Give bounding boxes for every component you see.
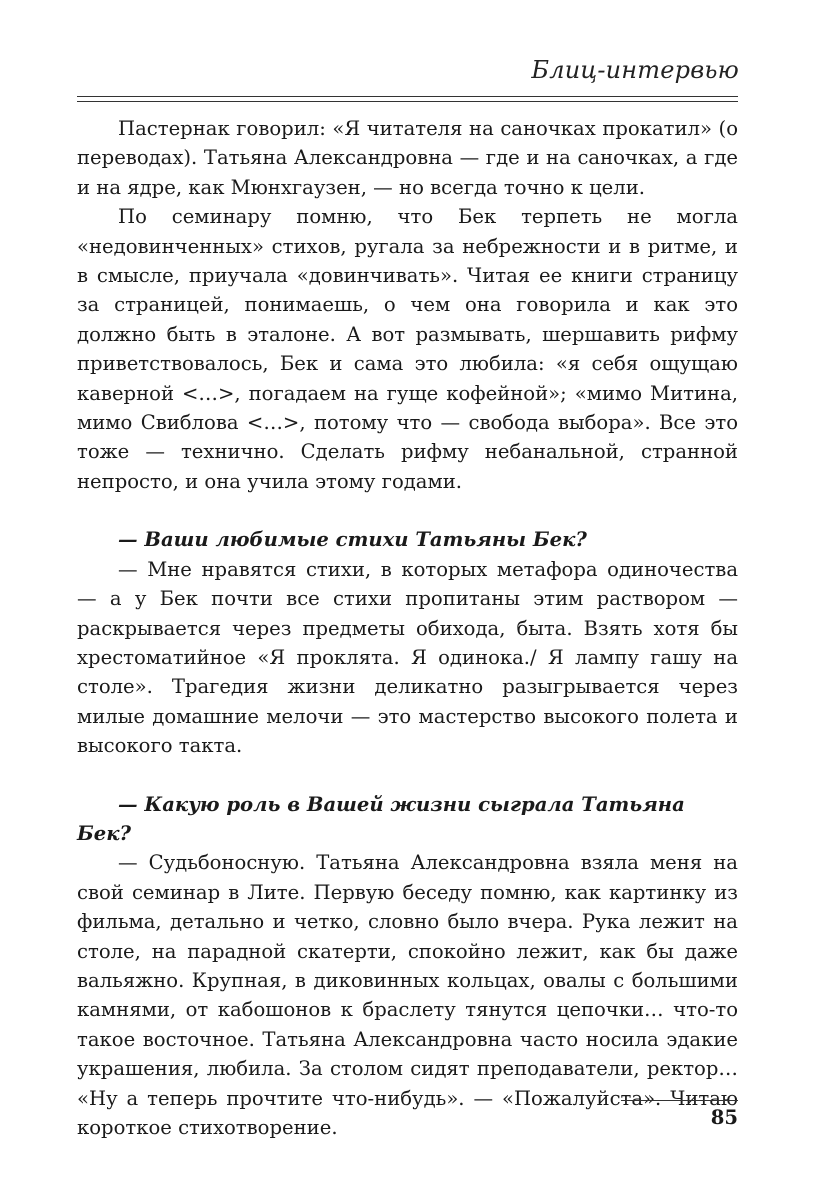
question-favorite-poems: — Ваши любимые стихи Татьяны Бек? bbox=[118, 528, 587, 552]
question-role-in-life: — Какую роль в Вашей жизни сыграла Татьяна Бек? bbox=[77, 792, 685, 845]
paragraph-pasternak: Пастернак говорил: «Я читателя на саночках прокатил» (о переводах). Татьяна Александровна — где и на саночках, а где и на ядре, как Мюнхгаузен, — но всегда точно к цели. bbox=[77, 117, 738, 199]
page-body bbox=[77, 114, 738, 1142]
paragraph-seminar: По семинару помню, что Бек терпеть не могла «недовинченных» стихов, ругала за небрежности и в ритме, и в смысле, приучала «довинчивать». Читая ее книги страницу за страницей, понимаешь, о чем она говорила и как это должно быть в эталоне. А вот размывать, шершавить рифму приветствовалось, Бек и сама это любила: «я себя ощущаю каверной <…>, погадаем на гуще кофейной»; «мимо Митина, мимо Свиблова <…>, потому что — свобода выбора». Все это тоже — технично. Сделать рифму небанальной, странной непросто, и она учила этому годами. bbox=[77, 205, 738, 493]
footer-rule bbox=[621, 1100, 738, 1101]
running-head: Блиц-интервью bbox=[531, 56, 739, 84]
header-double-rule bbox=[77, 96, 738, 102]
answer-role-in-life: — Судьбоносную. Татьяна Александровна взяла меня на свой семинар в Лите. Первую беседу помню, как картинку из фильма, детально и четко, словно было вчера. Рука лежит на столе, на парадной скатерти, спокойно лежит, как бы даже вальяжно. Крупная, в диковинных кольцах, овалы с большими камнями, от кабошонов к браслету тянутся цепочки… что-то такое восточное. Татьяна Александровна часто носила эдакие украшения, любила. За столом сидят преподаватели, ректор… «Ну а теперь прочтите что-нибудь». — «Пожалуйста». Читаю короткое стихотворение. bbox=[77, 851, 738, 1139]
answer-favorite-poems: — Мне нравятся стихи, в которых метафора одиночества — а у Бек почти все стихи пропитаны этим раствором — раскрывается через предметы обихода, быта. Взять хотя бы хрестоматийное «Я проклята. Я одинока./ Я лампу гашу на столе». Трагедия жизни деликатно разыгрывается через милые домашние мелочи — это мастерство высокого полета и высокого такта. bbox=[77, 557, 738, 758]
page-number: 85 bbox=[710, 1106, 738, 1129]
